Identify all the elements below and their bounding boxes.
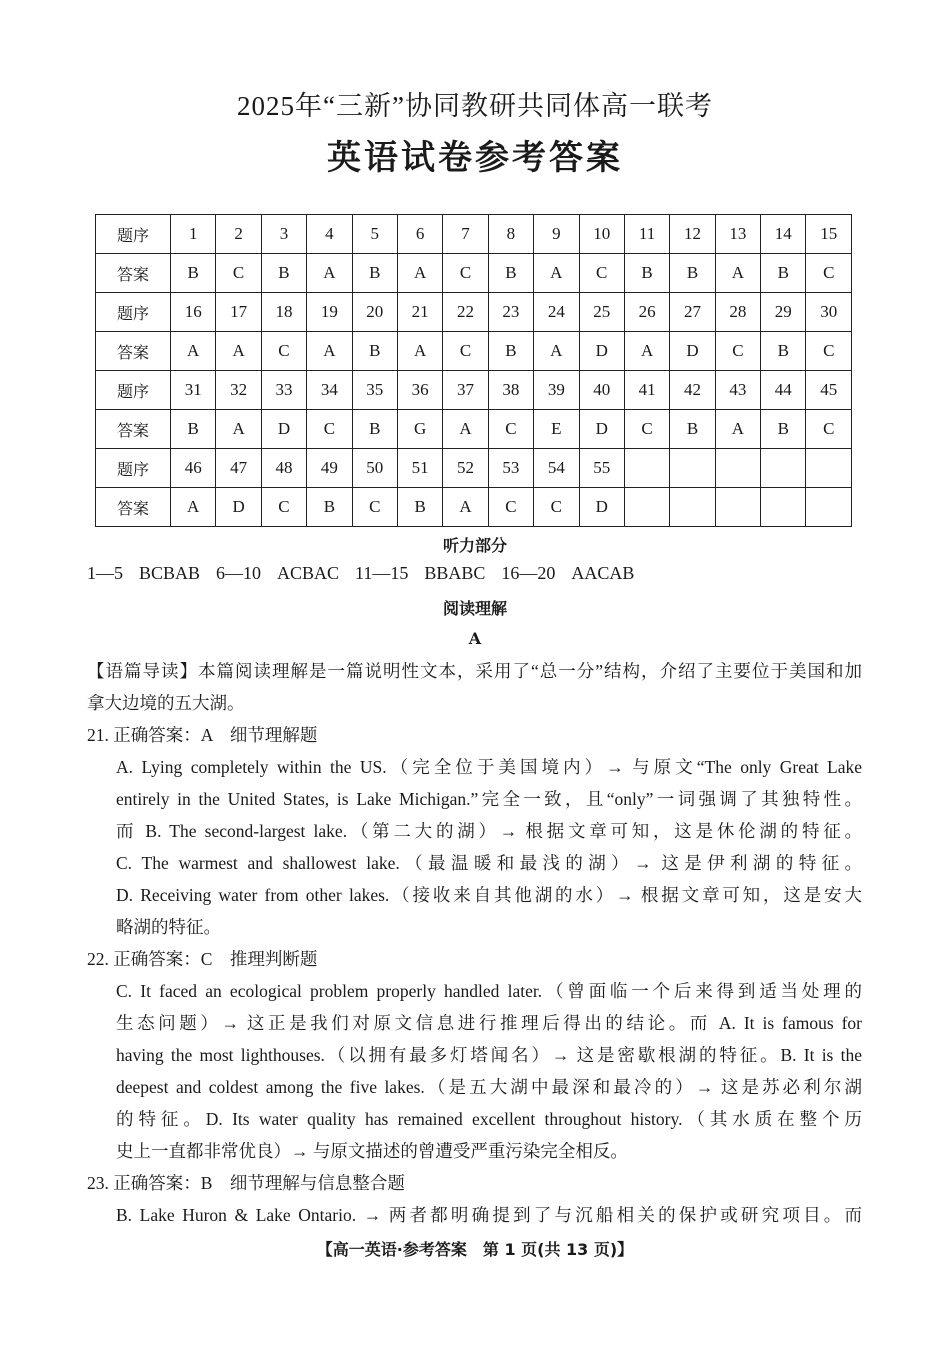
table-cell: 24 <box>534 293 579 332</box>
row-label: 题序 <box>96 371 171 410</box>
document-title: 英语试卷参考答案 <box>327 140 623 177</box>
table-cell: A <box>443 488 488 527</box>
text-line: 拿大边境的五大湖。 <box>87 693 245 713</box>
text-line: C. It faced an ecological problem properly handled later.（曾面临一个后来得到适当处理的 <box>116 981 862 1001</box>
table-row <box>96 410 852 449</box>
table-cell: B <box>171 410 216 449</box>
table-cell: A <box>534 254 579 293</box>
table-cell: 7 <box>443 215 488 254</box>
text-line: deepest and coldest among the five lakes.（是五大湖中最深和最冷的）→ 这是苏必利尔湖 <box>116 1077 862 1097</box>
listening-range: 11—15 <box>355 563 409 583</box>
table-cell <box>806 449 852 488</box>
table-cell: 23 <box>488 293 533 332</box>
table-cell: 10 <box>579 215 624 254</box>
table-cell: 54 <box>534 449 579 488</box>
table-cell: 51 <box>397 449 442 488</box>
table-cell: A <box>443 410 488 449</box>
table-cell: 35 <box>352 371 397 410</box>
table-cell: 12 <box>670 215 715 254</box>
table-cell: 8 <box>488 215 533 254</box>
table-cell: 2 <box>216 215 261 254</box>
table-cell: B <box>624 254 669 293</box>
table-cell: C <box>488 488 533 527</box>
table-row <box>96 293 852 332</box>
table-cell: 49 <box>307 449 352 488</box>
table-cell: C <box>579 254 624 293</box>
table-cell <box>670 449 715 488</box>
table-cell: C <box>443 254 488 293</box>
reading-heading: 阅读理解 <box>442 599 507 618</box>
table-cell: 11 <box>624 215 669 254</box>
table-cell: C <box>307 410 352 449</box>
table-cell: 46 <box>171 449 216 488</box>
table-cell: B <box>261 254 306 293</box>
table-cell: 17 <box>216 293 261 332</box>
table-cell: 36 <box>397 371 442 410</box>
table-cell: 40 <box>579 371 624 410</box>
text-line: 22. 正确答案：C 推理判断题 <box>87 949 318 969</box>
table-cell: C <box>715 332 760 371</box>
table-cell: B <box>352 410 397 449</box>
text-line: 的特征。D. Its water quality has remained excellent throughout history.（其水质在整个历 <box>116 1109 862 1129</box>
table-cell: 50 <box>352 449 397 488</box>
passage-label: A <box>468 629 482 648</box>
table-cell: D <box>216 488 261 527</box>
table-cell: 39 <box>534 371 579 410</box>
text-line: A. Lying completely within the US.（完全位于美国境内）→ 与原文“The only Great Lake <box>116 757 862 777</box>
listening-answers <box>87 563 650 584</box>
text-line: B. Lake Huron & Lake Ontario. → 两者都明确提到了与沉船相关的保护或研究项目。而 <box>116 1205 862 1225</box>
table-cell: C <box>624 410 669 449</box>
table-cell: C <box>534 488 579 527</box>
table-cell: 1 <box>171 215 216 254</box>
table-cell: 25 <box>579 293 624 332</box>
table-cell: 52 <box>443 449 488 488</box>
table-cell <box>806 488 852 527</box>
table-cell: A <box>307 254 352 293</box>
table-cell: A <box>715 410 760 449</box>
table-cell: B <box>761 410 806 449</box>
table-cell: 30 <box>806 293 852 332</box>
table-cell <box>761 449 806 488</box>
table-cell: B <box>488 254 533 293</box>
table-cell: A <box>216 410 261 449</box>
table-cell: G <box>397 410 442 449</box>
table-cell: 20 <box>352 293 397 332</box>
table-cell: 37 <box>443 371 488 410</box>
table-cell: C <box>216 254 261 293</box>
table-cell: C <box>443 332 488 371</box>
table-cell: 41 <box>624 371 669 410</box>
table-cell: 31 <box>171 371 216 410</box>
exam-title: 2025年“三新”协同教研共同体高一联考 <box>237 91 713 121</box>
table-cell: 44 <box>761 371 806 410</box>
listening-answer: BBABC <box>424 563 486 583</box>
table-cell: 55 <box>579 449 624 488</box>
table-row <box>96 332 852 371</box>
table-cell <box>715 488 760 527</box>
table-cell: A <box>397 254 442 293</box>
table-cell: 38 <box>488 371 533 410</box>
text-line: 21. 正确答案：A 细节理解题 <box>87 725 318 745</box>
table-cell: 42 <box>670 371 715 410</box>
table-cell: A <box>715 254 760 293</box>
table-cell: C <box>806 332 852 371</box>
table-cell: B <box>670 254 715 293</box>
table-cell: 45 <box>806 371 852 410</box>
table-cell: 27 <box>670 293 715 332</box>
table-cell <box>670 488 715 527</box>
text-line: 史上一直都非常优良）→ 与原文描述的曾遭受严重污染完全相反。 <box>116 1141 628 1161</box>
table-cell: 14 <box>761 215 806 254</box>
page-footer: 【高一英语·参考答案 第 1 页(共 13 页)】 <box>316 1240 634 1259</box>
table-cell: 22 <box>443 293 488 332</box>
table-cell: 19 <box>307 293 352 332</box>
table-cell: 33 <box>261 371 306 410</box>
table-cell: 3 <box>261 215 306 254</box>
row-label: 题序 <box>96 293 171 332</box>
text-line: 略湖的特征。 <box>116 917 221 937</box>
table-cell <box>761 488 806 527</box>
table-cell: 4 <box>307 215 352 254</box>
listening-answer: BCBAB <box>139 563 201 583</box>
table-cell: 21 <box>397 293 442 332</box>
table-cell <box>624 488 669 527</box>
row-label: 题序 <box>96 449 171 488</box>
table-cell: 29 <box>761 293 806 332</box>
table-cell: A <box>534 332 579 371</box>
table-cell: C <box>352 488 397 527</box>
table-cell: 43 <box>715 371 760 410</box>
listening-answer: AACAB <box>571 563 635 583</box>
table-row <box>96 488 852 527</box>
table-cell: D <box>579 410 624 449</box>
text-line: C. The warmest and shallowest lake.（最温暖和最浅的湖）→ 这是伊利湖的特征。 <box>116 853 862 873</box>
table-cell: 15 <box>806 215 852 254</box>
table-cell: D <box>579 332 624 371</box>
table-cell: A <box>171 332 216 371</box>
table-cell: B <box>761 254 806 293</box>
table-cell: E <box>534 410 579 449</box>
row-label: 题序 <box>96 215 171 254</box>
table-cell: B <box>670 410 715 449</box>
table-cell: B <box>307 488 352 527</box>
row-label: 答案 <box>96 488 171 527</box>
table-cell: 53 <box>488 449 533 488</box>
table-row <box>96 449 852 488</box>
table-cell: D <box>670 332 715 371</box>
table-cell: 28 <box>715 293 760 332</box>
table-cell: B <box>352 332 397 371</box>
table-cell: B <box>352 254 397 293</box>
table-row <box>96 371 852 410</box>
table-cell: 6 <box>397 215 442 254</box>
text-line: having the most lighthouses.（以拥有最多灯塔闻名）→ 这是密歇根湖的特征。B. It is the <box>116 1045 862 1065</box>
text-line: 而 B. The second-largest lake.（第二大的湖）→ 根据文章可知，这是休伦湖的特征。 <box>116 821 862 841</box>
listening-range: 1—5 <box>87 563 123 583</box>
table-cell: 48 <box>261 449 306 488</box>
table-cell: C <box>488 410 533 449</box>
table-cell: A <box>624 332 669 371</box>
table-cell: B <box>171 254 216 293</box>
answer-table <box>95 214 852 527</box>
table-cell: C <box>261 332 306 371</box>
table-cell: 34 <box>307 371 352 410</box>
table-cell: 5 <box>352 215 397 254</box>
listening-range: 16—20 <box>501 563 556 583</box>
listening-answer: ACBAC <box>277 563 340 583</box>
table-cell <box>624 449 669 488</box>
table-cell: 32 <box>216 371 261 410</box>
table-row <box>96 254 852 293</box>
listening-heading: 听力部分 <box>442 536 507 555</box>
table-cell: B <box>761 332 806 371</box>
text-line: entirely in the United States, is Lake Michigan.”完全一致，且“only”一词强调了其独特性。 <box>116 789 862 809</box>
table-cell: C <box>806 254 852 293</box>
table-cell: B <box>488 332 533 371</box>
table-cell: B <box>397 488 442 527</box>
table-cell: 26 <box>624 293 669 332</box>
table-cell: A <box>397 332 442 371</box>
table-cell: A <box>216 332 261 371</box>
table-cell <box>715 449 760 488</box>
table-cell: D <box>579 488 624 527</box>
table-cell: 47 <box>216 449 261 488</box>
row-label: 答案 <box>96 332 171 371</box>
table-cell: D <box>261 410 306 449</box>
text-line: 23. 正确答案：B 细节理解与信息整合题 <box>87 1173 405 1193</box>
table-cell: 13 <box>715 215 760 254</box>
text-line: D. Receiving water from other lakes.（接收来自其他湖的水）→ 根据文章可知，这是安大 <box>116 885 862 905</box>
row-label: 答案 <box>96 410 171 449</box>
text-line: 【语篇导读】本篇阅读理解是一篇说明性文本，采用了“总一分”结构，介绍了主要位于美国和加 <box>87 661 862 681</box>
table-cell: A <box>171 488 216 527</box>
table-cell: C <box>806 410 852 449</box>
table-cell: A <box>307 332 352 371</box>
table-cell: C <box>261 488 306 527</box>
listening-range: 6—10 <box>216 563 262 583</box>
row-label: 答案 <box>96 254 171 293</box>
text-line: 生态问题）→ 这正是我们对原文信息进行推理后得出的结论。而 A. It is famous for <box>116 1013 862 1033</box>
table-row <box>96 215 852 254</box>
table-cell: 18 <box>261 293 306 332</box>
table-cell: 16 <box>171 293 216 332</box>
table-cell: 9 <box>534 215 579 254</box>
